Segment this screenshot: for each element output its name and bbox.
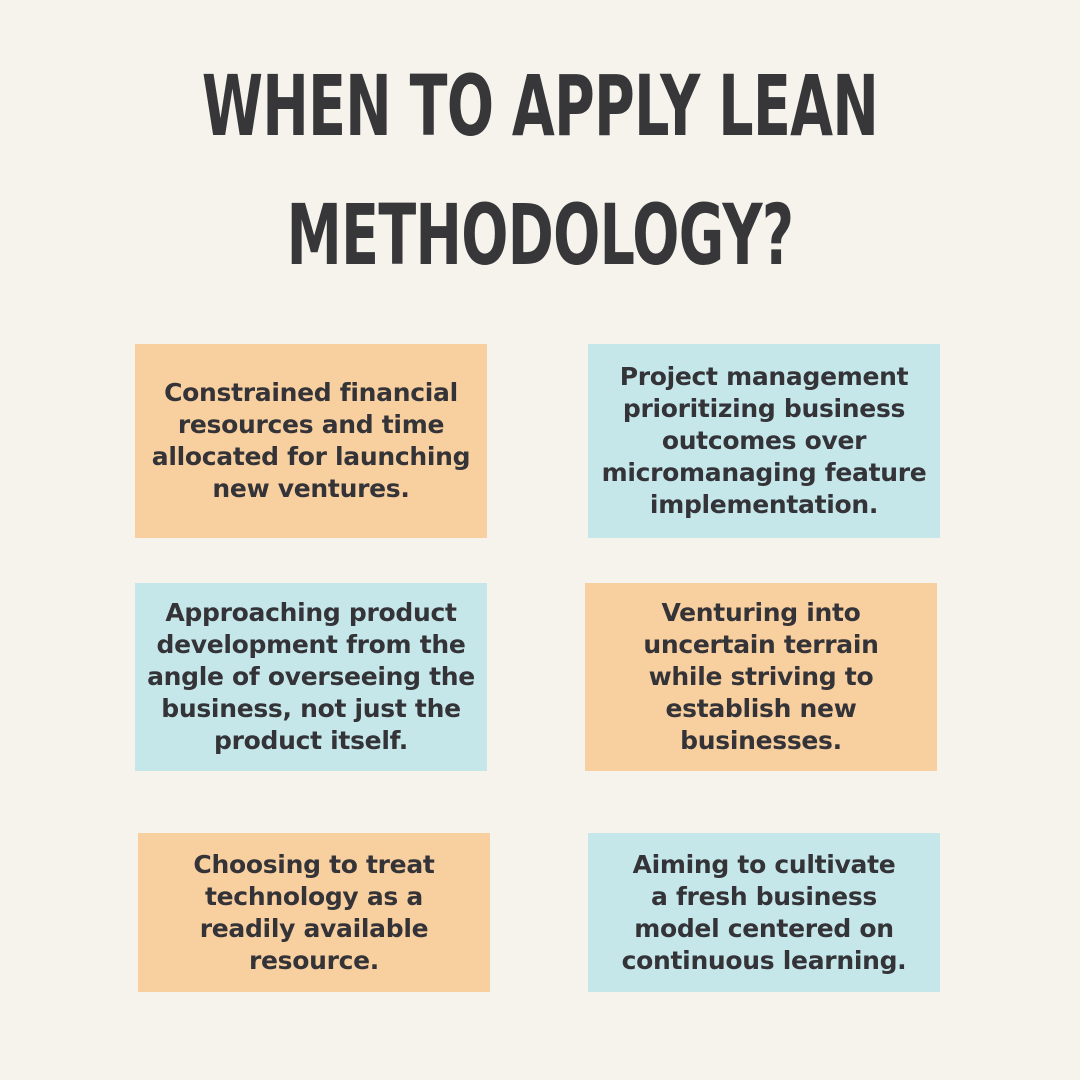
card-line: technology as a bbox=[205, 881, 423, 911]
card-line: micromanaging feature bbox=[601, 458, 927, 487]
card-line: Approaching product bbox=[165, 598, 457, 627]
card-line: Venturing into bbox=[661, 598, 861, 627]
card-line: implementation. bbox=[649, 490, 879, 519]
info-card-uncertain-terrain bbox=[585, 583, 937, 771]
card-text bbox=[643, 597, 878, 757]
card-line: Choosing to treat bbox=[193, 849, 435, 879]
card-line: uncertain terrain bbox=[643, 630, 879, 659]
card-line: product itself. bbox=[214, 726, 408, 755]
card-text bbox=[622, 849, 907, 977]
card-line: prioritizing business bbox=[622, 394, 906, 423]
card-line: resource. bbox=[248, 945, 380, 975]
card-line: angle of overseeing the bbox=[147, 662, 475, 691]
card-text bbox=[147, 597, 475, 757]
info-card-continuous-learning bbox=[588, 833, 940, 992]
card-line: establish new bbox=[665, 694, 857, 723]
card-line: new ventures. bbox=[212, 474, 410, 503]
card-line: model centered on bbox=[634, 913, 894, 943]
card-line: continuous learning. bbox=[621, 945, 907, 975]
card-line: allocated for launching bbox=[151, 442, 471, 471]
info-card-financial-constraints bbox=[135, 344, 487, 538]
card-line: a fresh business bbox=[651, 881, 877, 911]
card-line: Aiming to cultivate bbox=[632, 849, 896, 879]
info-card-technology-resource bbox=[138, 833, 490, 992]
card-text bbox=[602, 361, 927, 521]
page-title-line-2: METHODOLOGY? bbox=[286, 186, 794, 284]
card-line: resources and time bbox=[177, 410, 445, 439]
info-card-project-management bbox=[588, 344, 940, 538]
card-line: outcomes over bbox=[661, 426, 867, 455]
card-line: while striving to bbox=[648, 662, 874, 691]
card-text bbox=[152, 377, 470, 505]
card-line: business, not just the bbox=[161, 694, 461, 723]
card-line: development from the bbox=[156, 630, 466, 659]
page-title-line-1: WHEN TO APPLY LEAN bbox=[201, 57, 879, 155]
card-line: Constrained financial bbox=[164, 378, 458, 407]
card-line: Project management bbox=[619, 362, 909, 391]
card-line: businesses. bbox=[680, 726, 842, 755]
card-line: readily available bbox=[199, 913, 429, 943]
info-card-product-development bbox=[135, 583, 487, 771]
card-text bbox=[193, 849, 434, 977]
